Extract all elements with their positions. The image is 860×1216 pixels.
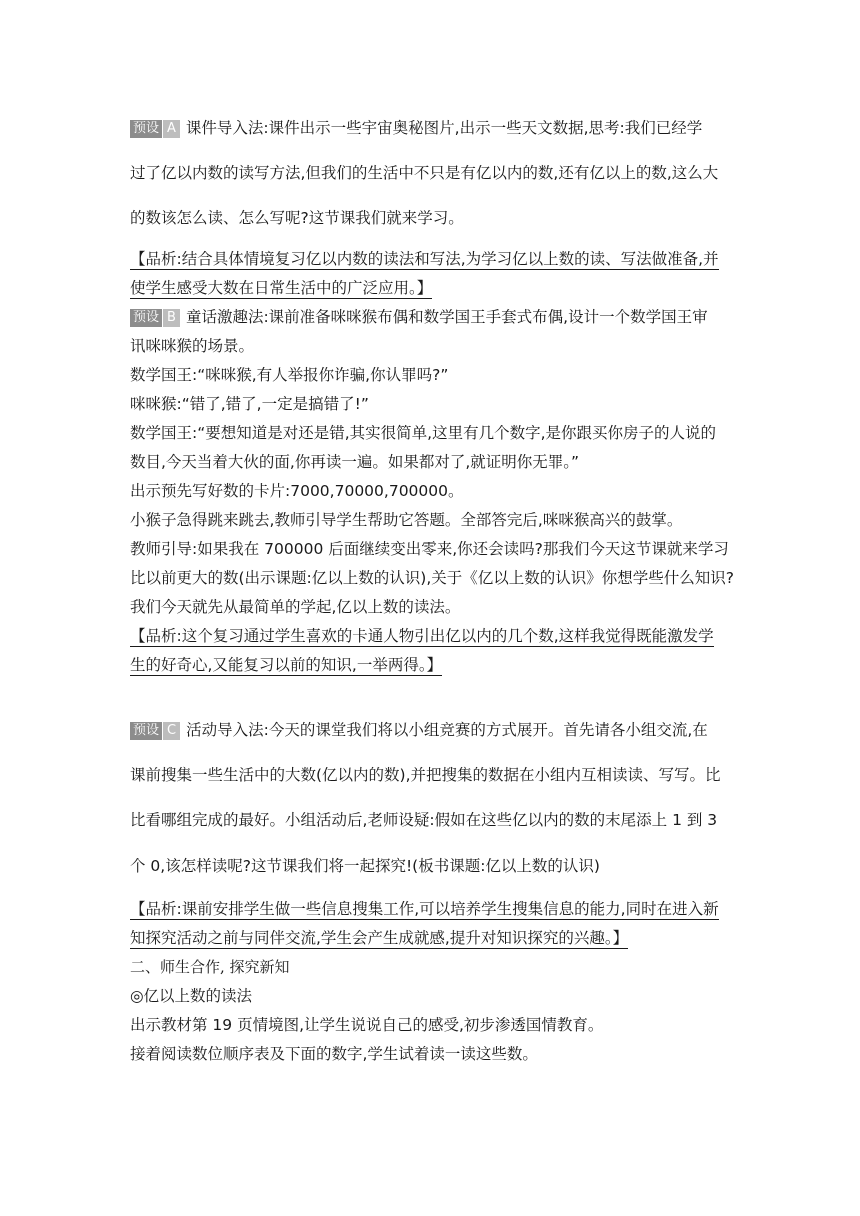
preset-badge-letter: B — [163, 309, 180, 327]
analysis-text: 知探究活动之前与同伴交流,学生会产生成就感,提升对知识探究的兴趣。】 — [130, 929, 629, 947]
analysis-text: 【品析:这个复习通过学生喜欢的卡通人物引出亿以内的几个数,这样我觉得既能激发学 — [130, 627, 714, 645]
preset-b-line-3: 数学国王:“咪咪猴,有人举报你诈骗,你认罪吗?” — [130, 366, 449, 384]
preset-a-line-1 — [130, 117, 730, 139]
preset-badge-letter: A — [163, 120, 180, 138]
preset-a-analysis-1 — [130, 248, 730, 270]
preset-a-text: 课件导入法:课件出示一些宇宙奥秘图片,出示一些天文数据,思考:我们已经学 — [185, 119, 703, 137]
preset-c-analysis-2 — [130, 927, 730, 949]
preset-a-badge — [130, 120, 180, 138]
preset-b-line-9: 教师引导:如果我在 700000 后面继续变出零来,你还会读吗?那我们今天这节课就来学习 — [130, 540, 729, 558]
preset-c-badge — [130, 722, 180, 740]
preset-b-line-11: 我们今天就先从最简单的学起,亿以上数的读法。 — [130, 598, 461, 616]
preset-a-line-3: 的数该怎么读、怎么写呢?这节课我们就来学习。 — [130, 209, 464, 227]
analysis-text: 【品析:结合具体情境复习亿以内数的读法和写法,为学习亿以上数的读、写法做准备,并 — [130, 250, 719, 268]
preset-b-line-10: 比以前更大的数(出示课题:亿以上数的认识),关于《亿以上数的认识》你想学些什么知识? — [130, 569, 734, 587]
preset-b-text: 童话激趣法:课前准备咪咪猴布偶和数学国王手套式布偶,设计一个数学国王审 — [185, 308, 708, 326]
preset-c-line-4: 个 0,该怎样读呢?这节课我们将一起探究!(板书课题:亿以上数的认识) — [130, 857, 600, 875]
preset-a-line-2: 过了亿以内数的读写方法,但我们的生活中不只是有亿以内的数,还有亿以上的数,这么大 — [130, 164, 719, 182]
section-line-1: 出示教材第 19 页情境图,让学生说说自己的感受,初步渗透国情教育。 — [130, 1016, 604, 1034]
preset-b-analysis-2 — [130, 654, 730, 676]
preset-a-analysis-2 — [130, 277, 730, 299]
preset-b-badge — [130, 309, 180, 327]
preset-c-line-3: 比看哪组完成的最好。小组活动后,老师设疑:假如在这些亿以内的数的末尾添上 1 到 3 — [130, 811, 718, 829]
analysis-text: 【品析:课前安排学生做一些信息搜集工作,可以培养学生搜集信息的能力,同时在进入新 — [130, 900, 719, 918]
analysis-text: 使学生感受大数在日常生活中的广泛应用。】 — [130, 279, 433, 297]
preset-c-line-1 — [130, 719, 730, 741]
preset-b-line-7: 出示预先写好数的卡片:7000,70000,700000。 — [130, 482, 464, 500]
preset-b-line-1 — [130, 306, 730, 328]
section-subheading: ◎亿以上数的读法 — [130, 987, 253, 1005]
preset-badge-word: 预设 — [130, 120, 162, 138]
preset-c-text: 活动导入法:今天的课堂我们将以小组竞赛的方式展开。首先请各小组交流,在 — [186, 721, 708, 739]
section-line-2: 接着阅读数位顺序表及下面的数字,学生试着读一读这些数。 — [130, 1045, 538, 1063]
preset-badge-letter: C — [163, 722, 180, 740]
section-heading: 二、师生合作, 探究新知 — [130, 958, 290, 976]
preset-badge-word: 预设 — [130, 722, 162, 740]
preset-c-line-2: 课前搜集一些生活中的大数(亿以内的数),并把搜集的数据在小组内互相读读、写写。比 — [130, 766, 721, 784]
preset-b-line-6: 数目,今天当着大伙的面,你再读一遍。如果都对了,就证明你无罪。” — [130, 453, 580, 471]
preset-b-line-8: 小猴子急得跳来跳去,教师引导学生帮助它答题。全部答完后,咪咪猴高兴的鼓掌。 — [130, 511, 683, 529]
preset-b-line-4: 咪咪猴:“错了,错了,一定是搞错了!” — [130, 395, 369, 413]
preset-b-line-2: 讯咪咪猴的场景。 — [130, 337, 255, 355]
preset-b-analysis-1 — [130, 625, 730, 647]
preset-b-line-5: 数学国王:“要想知道是对还是错,其实很简单,这里有几个数字,是你跟买你房子的人说的 — [130, 424, 717, 442]
analysis-text: 生的好奇心,又能复习以前的知识,一举两得。】 — [130, 656, 443, 674]
preset-c-analysis-1 — [130, 898, 730, 920]
preset-badge-word: 预设 — [130, 309, 162, 327]
